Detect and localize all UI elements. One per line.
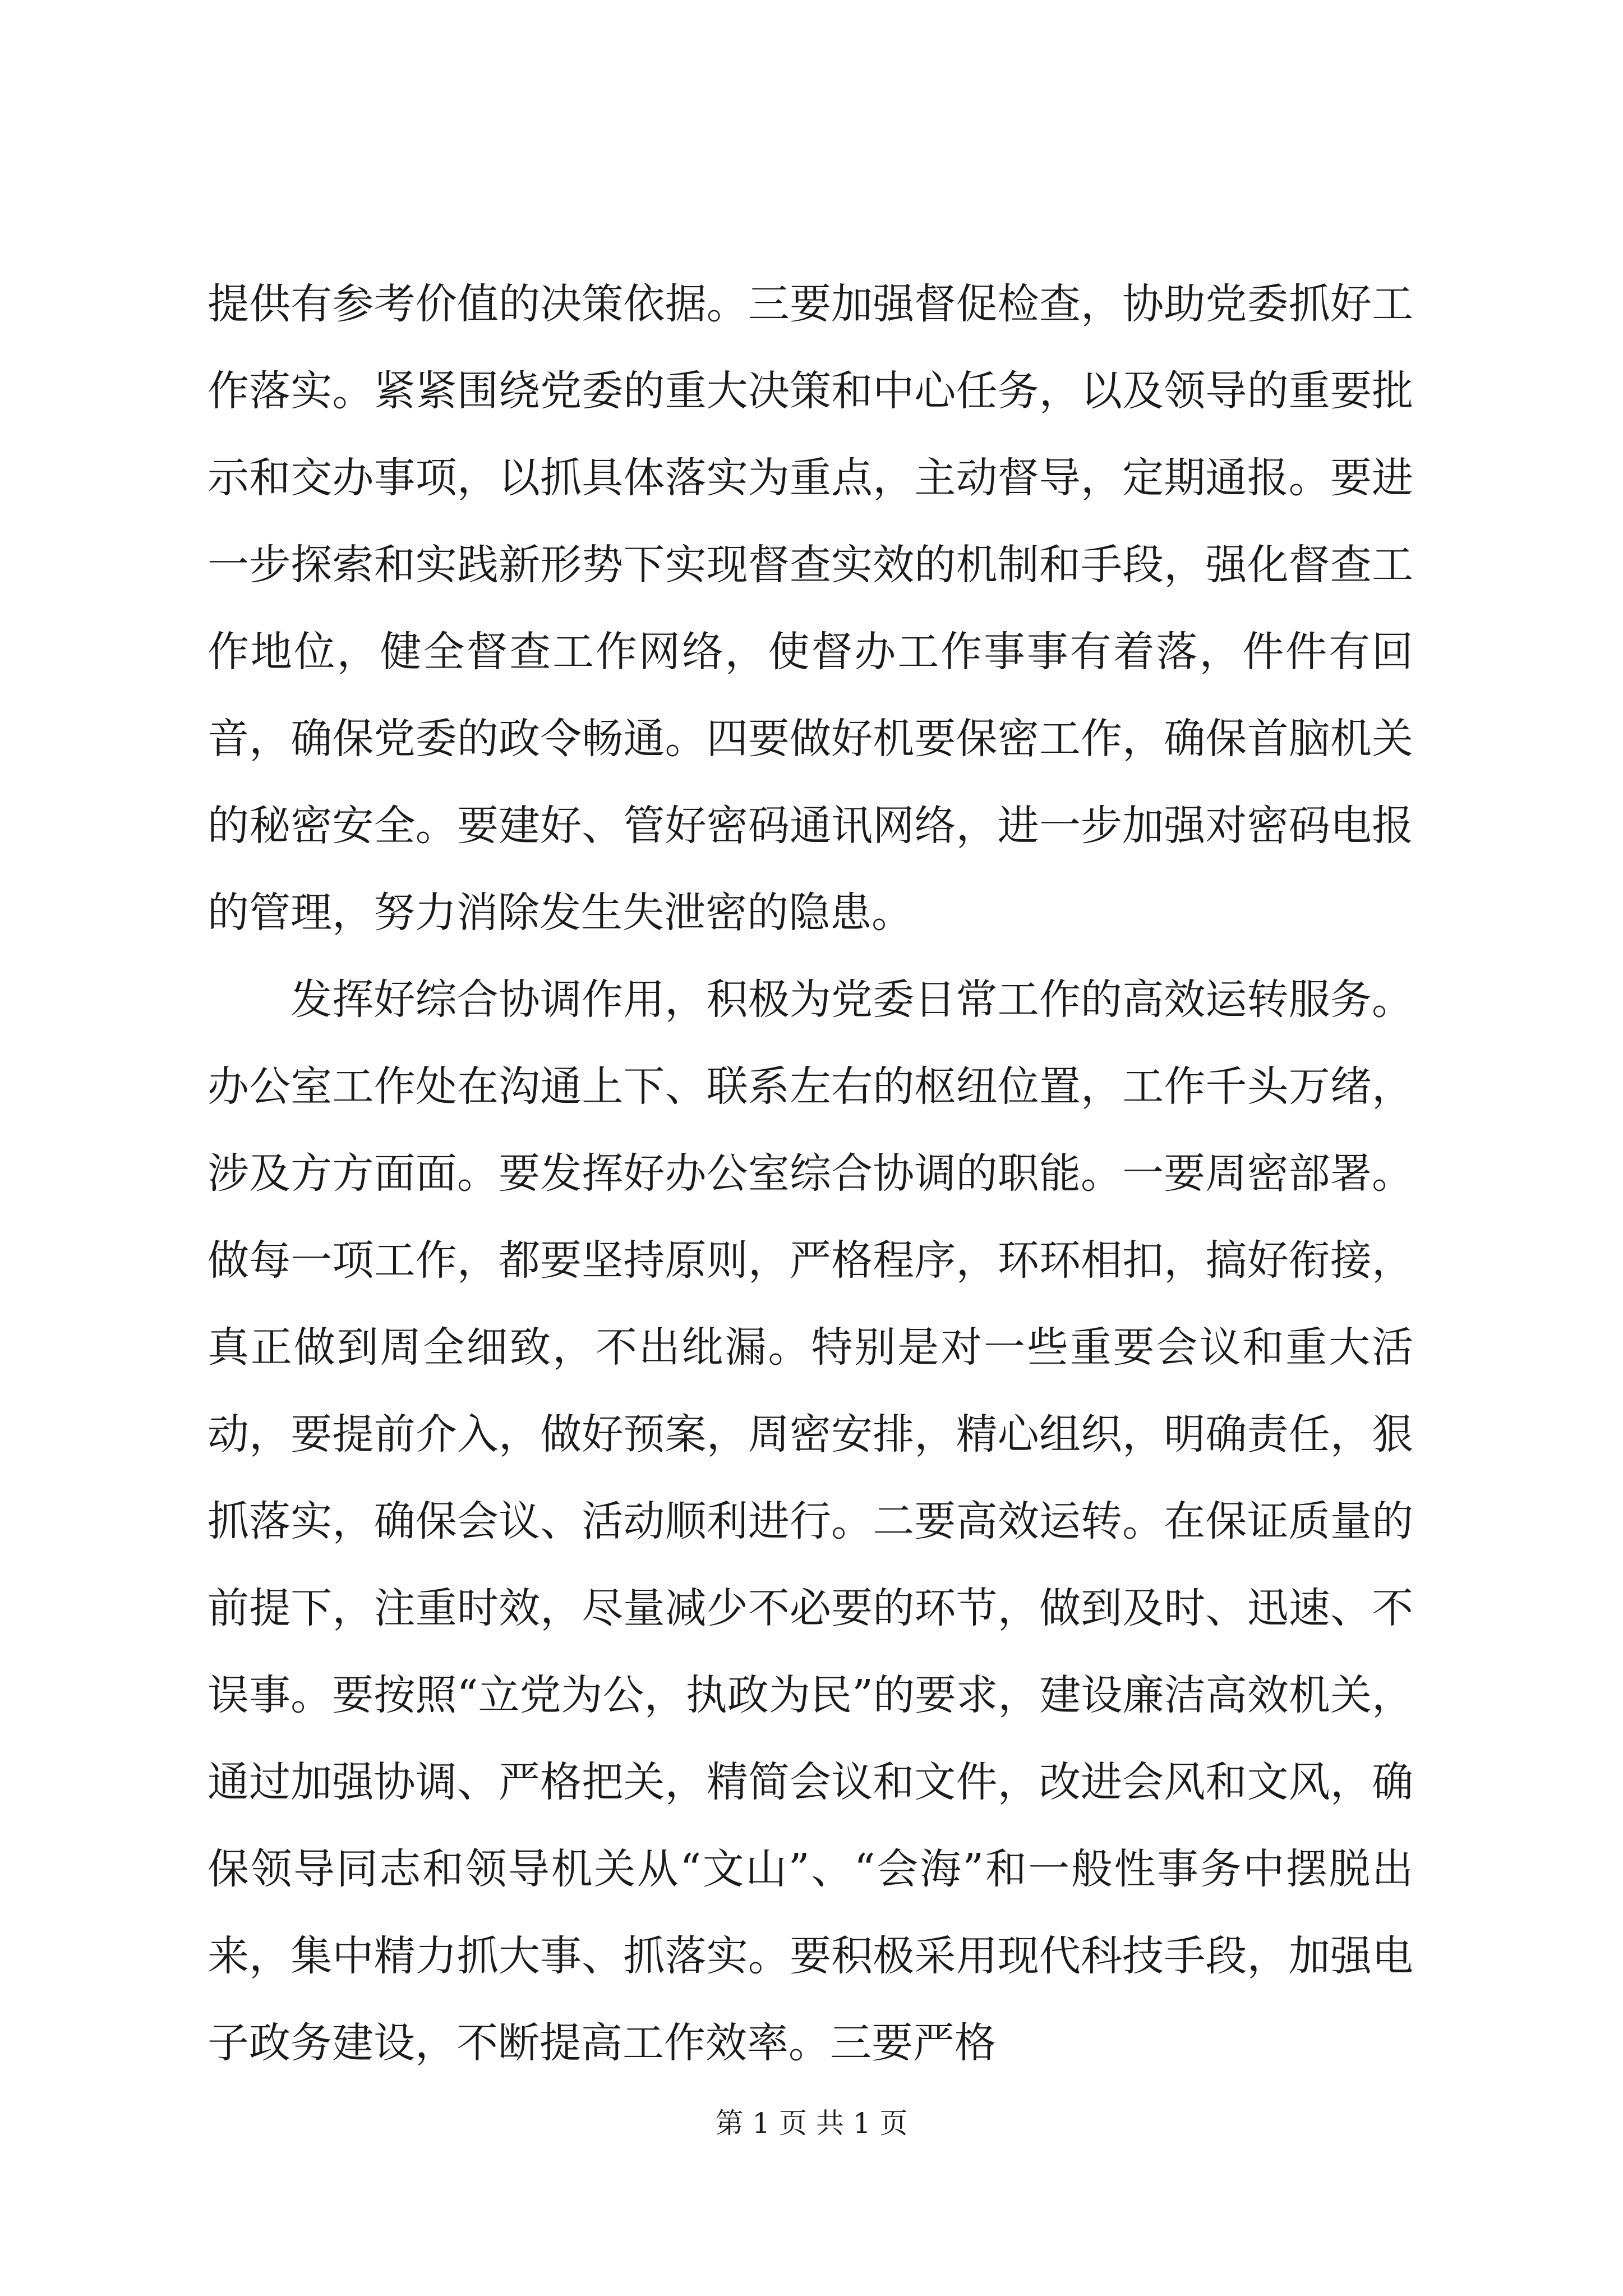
page-number-footer: 第 1 页 共 1 页 [715,2107,908,2139]
document-body [208,261,1413,2087]
paragraph-2: 发挥好综合协调作用，积极为党委日常工作的高效运转服务。办公室工作处在沟通上下、联系左右的枢纽位置，工作千头万绪，涉及方方面面。要发挥好办公室综合协调的职能。一要周密部署。做每一项工作，都要坚持原则，严格程序，环环相扣，搞好衔接，真正做到周全细致，不出纰漏。特别是对一些重要会议和重大活动，要提前介入，做好预案，周密安排，精心组织，明确责任，狠抓落实，确保会议、活动顺利进行。二要高效运转。在保证质量的前提下，注重时效，尽量减少不必要的环节，做到及时、迅速、不误事。要按照“立党为公，执政为民”的要求，建设廉洁高效机关，通过加强协调、严格把关，精简会议和文件，改进会风和文风，确保领导同志和领导机关从“文山”、“会海”和一般性事务中摆脱出来，集中精力抓大事、抓落实。要积极采用现代科技手段，加强电子政务建设，不断提高工作效率。三要严格 [208,976,1413,2067]
paragraph-1: 提供有参考价值的决策依据。三要加强督促检查，协助党委抓好工作落实。紧紧围绕党委的重大决策和中心任务，以及领导的重要批示和交办事项，以抓具体落实为重点，主动督导，定期通报。要进一步探索和实践新形势下实现督查实效的机制和手段，强化督查工作地位，健全督查工作网络，使督办工作事事有着落，件件有回音，确保党委的政令畅通。四要做好机要保密工作，确保首脑机关的秘密安全。要建好、管好密码通讯网络，进一步加强对密码电报的管理，努力消除发生失泄密的隐患。 [208,280,1413,937]
